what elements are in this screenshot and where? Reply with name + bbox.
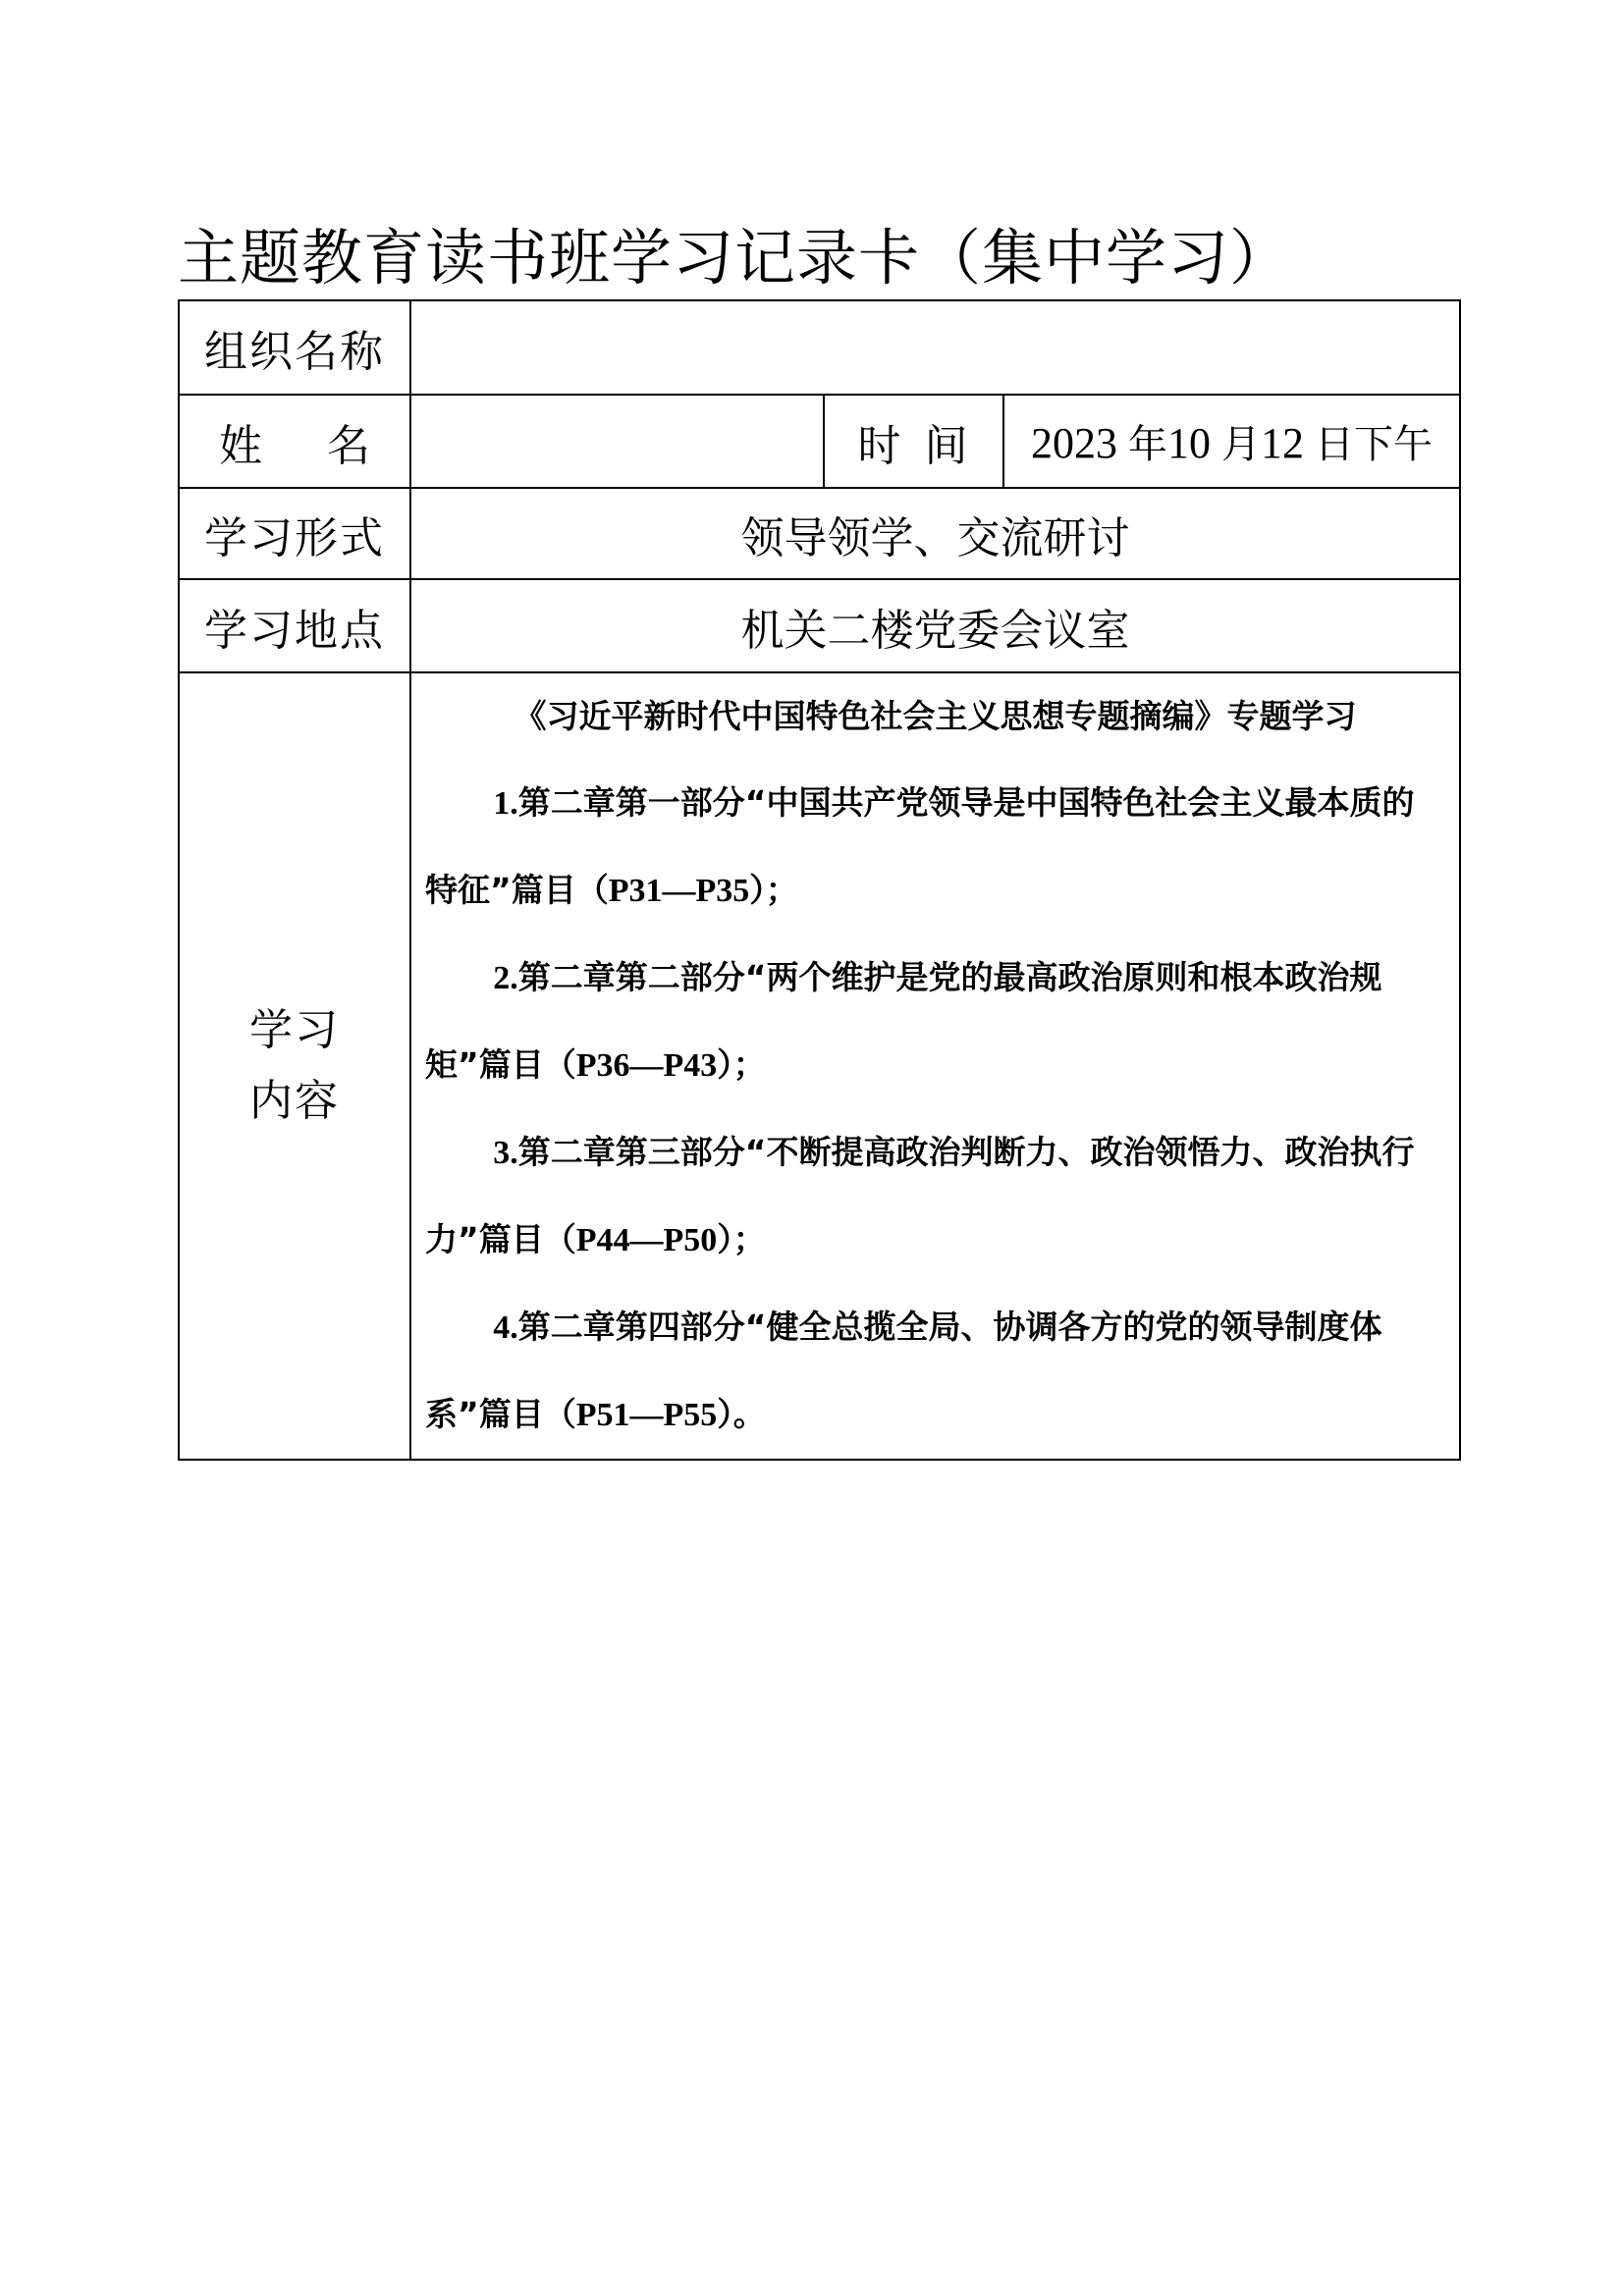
name-label-left: 姓 <box>219 420 262 471</box>
time-label-left: 时 <box>857 420 903 471</box>
study-content-label-line1: 学习 <box>249 1005 340 1055</box>
study-content-label-line2: 内容 <box>249 1076 340 1126</box>
content-heading: 《习近平新时代中国特色社会主义思想专题摘编》专题学习 <box>514 697 1357 735</box>
study-place-label: 学习地点 <box>179 579 410 672</box>
study-content-label <box>179 672 410 1460</box>
name-label-right: 名 <box>327 420 370 471</box>
study-content-row <box>179 672 1460 1460</box>
study-form-label: 学习形式 <box>179 488 410 579</box>
page-title: 主题教育读书班学习记录卡（集中学习） <box>178 222 1292 294</box>
time-year-unit: 年 <box>1128 422 1168 467</box>
content-item-3: 3.第二章第三部分“不断提高政治判断力、政治领悟力、政治执行力”篇目（P44—P50）； <box>425 1133 1415 1258</box>
time-day: 12 <box>1261 419 1305 467</box>
study-form-value: 领导领学、交流研讨 <box>410 488 1460 579</box>
time-value <box>1003 395 1460 488</box>
study-content-body <box>410 672 1460 1460</box>
org-name-row <box>179 300 1460 395</box>
content-item-1: 1.第二章第一部分“中国共产党领导是中国特色社会主义最本质的特征”篇目（P31—P35）； <box>425 783 1415 909</box>
name-label <box>179 395 410 488</box>
content-item-2: 2.第二章第二部分“两个维护是党的最高政治原则和根本政治规矩”篇目（P36—P43）； <box>425 958 1382 1084</box>
name-time-row <box>179 395 1460 488</box>
org-name-value[interactable] <box>410 300 1460 395</box>
time-label <box>824 395 1003 488</box>
time-period: 下午 <box>1354 422 1434 467</box>
study-form-row <box>179 488 1460 579</box>
record-table <box>178 299 1461 1461</box>
org-name-label: 组织名称 <box>179 300 410 395</box>
time-month: 10 <box>1167 419 1212 467</box>
time-label-right: 间 <box>924 420 970 471</box>
study-place-row <box>179 579 1460 672</box>
content-item-4: 4.第二章第四部分“健全总揽全局、协调各方的党的领导制度体系”篇目（P51—P55）。 <box>425 1308 1382 1433</box>
time-day-unit: 日 <box>1315 422 1355 467</box>
name-value[interactable] <box>410 395 824 488</box>
study-place-value: 机关二楼党委会议室 <box>410 579 1460 672</box>
time-year: 2023 <box>1031 419 1118 467</box>
time-month-unit: 月 <box>1221 422 1262 467</box>
